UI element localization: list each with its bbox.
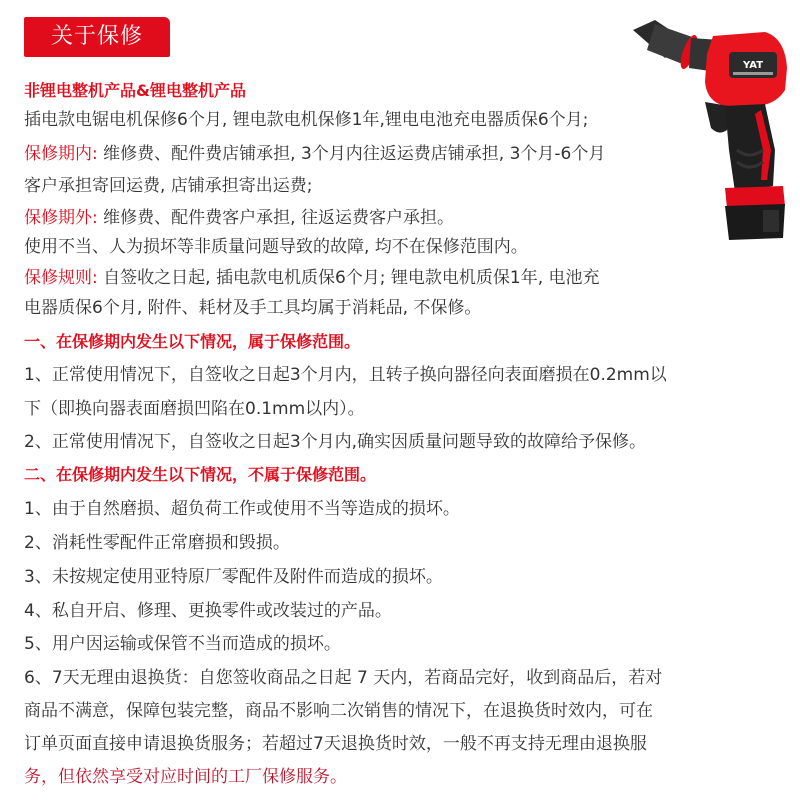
brand-logo: YAT	[743, 60, 764, 71]
out-warranty-line	[24, 207, 454, 229]
not-covered-item: 3、未按规定使用亚特原厂零配件及附件而造成的损坏。	[24, 567, 443, 587]
in-warranty-line-1	[24, 143, 605, 165]
not-covered-item: 2、消耗性零配件正常磨损和毁损。	[24, 533, 290, 553]
covered-item: 1、正常使用情况下，自签收之日起3个月内，且转子换向器径向表面磨损在0.2mm以	[24, 365, 667, 385]
not-covered-heading: 二、在保修期内发生以下情况，不属于保修范围。	[24, 465, 377, 484]
out-warranty-text: 维修费、配件费客户承担, 往返运费客户承担。	[97, 208, 454, 228]
drill-product-image	[625, 10, 795, 240]
not-covered-item: 订单页面直接申请退换货服务；若超过7天退换货时效，一般不再支持无理由退换服	[24, 734, 647, 754]
in-warranty-label: 保修期内:	[24, 144, 98, 164]
covered-item: 下（即换向器表面磨损凹陷在0.1mm以内）。	[24, 399, 365, 419]
rules-line-1	[24, 267, 600, 289]
misuse-note: 使用不当、人为损坏等非质量问题导致的故障, 均不在保修范围内。	[24, 237, 528, 257]
not-covered-item: 务，但依然享受对应时间的工厂保修服务。	[24, 767, 347, 787]
rules-label: 保修规则:	[24, 268, 98, 288]
in-warranty-text: 维修费、配件费店铺承担, 3个月内往返运费店铺承担, 3个月-6个月	[97, 144, 606, 164]
about-warranty-badge: 关于保修	[24, 17, 170, 57]
not-covered-item: 1、由于自然磨损、超负荷工作或使用不当等造成的损坏。	[24, 499, 460, 519]
not-covered-item: 4、私自开启、修理、更换零件或改装过的产品。	[24, 601, 392, 621]
in-warranty-line-2: 客户承担寄回运费, 店铺承担寄出运费;	[24, 176, 313, 196]
rules-line-2: 电器质保6个月, 附件、耗材及手工具均属于消耗品, 不保修。	[24, 298, 482, 318]
covered-item: 2、正常使用情况下，自签收之日起3个月内,确实因质量问题导致的故障给予保修。	[24, 432, 647, 452]
out-warranty-label: 保修期外:	[24, 208, 98, 228]
covered-heading: 一、在保修期内发生以下情况，属于保修范围。	[24, 332, 361, 351]
not-covered-item: 商品不满意，保障包装完整，商品不影响二次销售的情况下，在退换货时效内，可在	[24, 701, 653, 721]
not-covered-item: 5、用户因运输或保管不当而造成的损坏。	[24, 634, 341, 654]
not-covered-item: 6、7天无理由退换货：自您签收商品之日起 7 天内，若商品完好，收到商品后，若对	[24, 668, 663, 688]
intro-text: 插电款电锯电机保修6个月, 锂电款电机保修1年,锂电电池充电器质保6个月;	[24, 110, 589, 130]
section-title: 非锂电整机产品&锂电整机产品	[24, 81, 246, 100]
rules-text: 自签收之日起, 插电款电机质保6个月; 锂电款电机质保1年, 电池充	[97, 268, 600, 288]
